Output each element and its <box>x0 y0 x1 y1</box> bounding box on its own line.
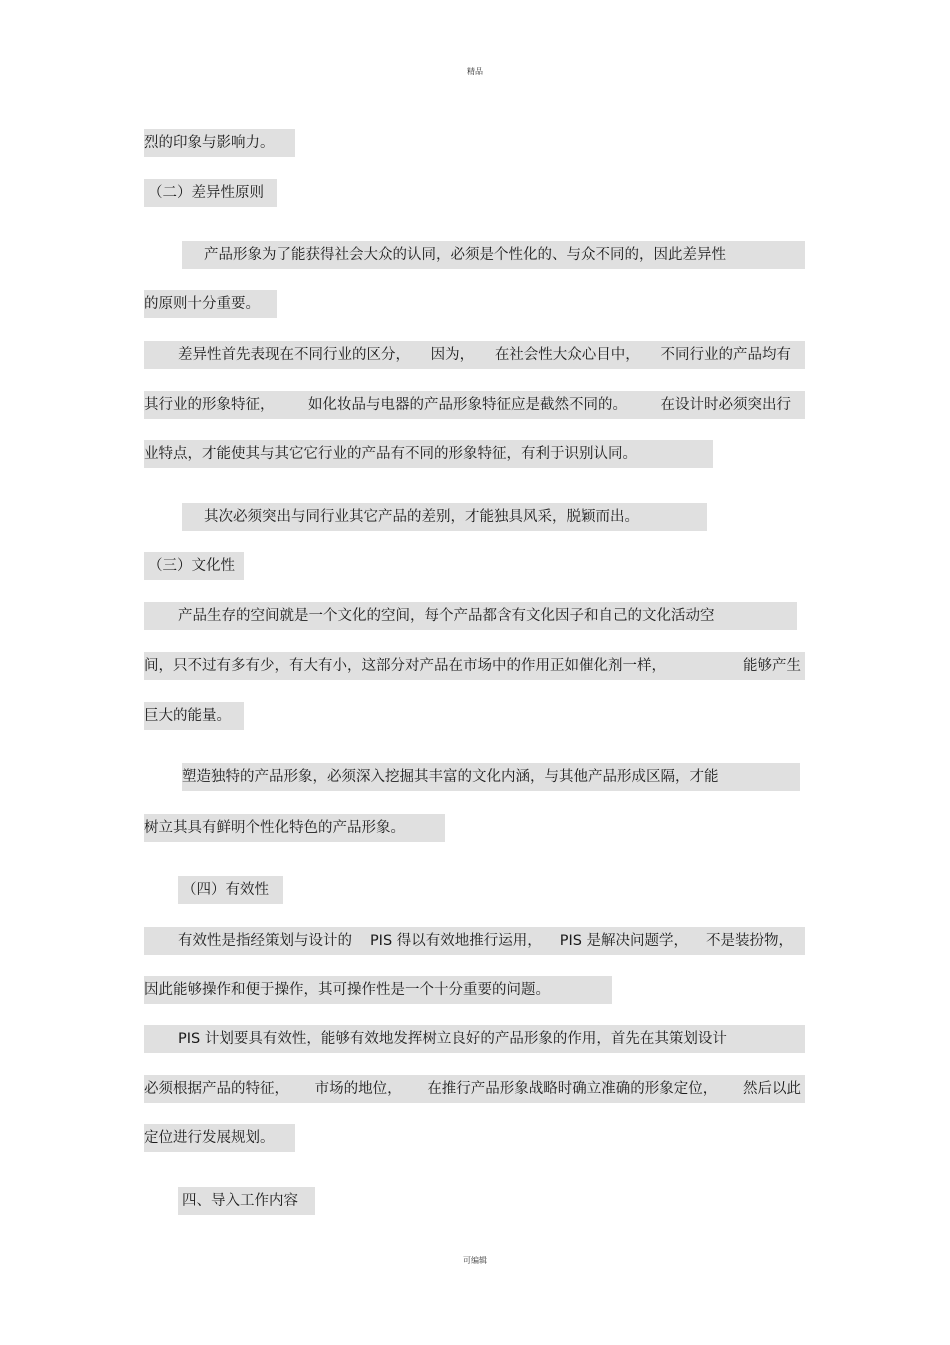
text-span: 在社会性大众心目中， <box>494 347 640 363</box>
text-line: 因此能够操作和便于操作，其可操作性是一个十分重要的问题。 <box>144 976 612 1004</box>
text-line: 树立其具有鲜明个性化特色的产品形象。 <box>144 814 445 842</box>
text-span: 能够产生 <box>743 658 801 674</box>
text-span: 有效性是指经策划与设计的 <box>178 933 352 949</box>
text-span: PIS 是解决问题学， <box>559 933 689 949</box>
highlight-bar <box>144 763 182 791</box>
text-span: 在推行产品形象战略时确立准确的形象定位， <box>427 1081 718 1097</box>
text-span: 因为， <box>430 347 475 363</box>
section-heading: 四、导入工作内容 <box>178 1187 315 1215</box>
page-footer: 可编辑 <box>463 1256 487 1265</box>
text-span: 间，只不过有多有少，有大有小，这部分对产品在市场中的作用正如催化剂一样， <box>144 658 666 674</box>
text-span: 不是装扮物， <box>706 933 793 949</box>
text-span: 市场的地位， <box>314 1081 402 1097</box>
text-span: 必须根据产品的特征， <box>144 1081 289 1097</box>
section-heading: （四）有效性 <box>178 876 283 904</box>
text-line <box>144 927 805 955</box>
text-span: 不同行业的产品均有 <box>660 347 791 363</box>
text-line: 产品生存的空间就是一个文化的空间，每个产品都含有文化因子和自己的文化活动空 <box>144 602 797 630</box>
page-header: 精品 <box>467 67 483 76</box>
text-span: 在设计时必须突出行 <box>660 397 791 413</box>
text-line: 的原则十分重要。 <box>144 290 277 318</box>
text-line <box>182 241 805 269</box>
text-line <box>144 391 805 419</box>
text-line: PIS 计划要具有效性，能够有效地发挥树立良好的产品形象的作用，首先在其策划设计 <box>144 1025 805 1053</box>
text-span: PIS 得以有效地推行运用， <box>369 933 542 949</box>
text-line <box>144 1075 805 1103</box>
text-line <box>144 652 805 680</box>
text-span: 其行业的形象特征， <box>144 397 275 413</box>
text-line: 塑造独特的产品形象，必须深入挖掘其丰富的文化内涵，与其他产品形成区隔，才能 <box>182 763 800 791</box>
text-line: 定位进行发展规划。 <box>144 1124 295 1152</box>
text-span: 然后以此 <box>742 1081 801 1097</box>
section-heading: （二）差异性原则 <box>144 179 277 207</box>
text-span: 产品形象为了能获得社会大众的认同，必须是个性化的、与众不同的，因此差异性 <box>204 247 726 263</box>
text-line: 烈的印象与影响力。 <box>144 129 295 157</box>
text-span: 差异性首先表现在不同行业的区分， <box>178 347 410 363</box>
text-span: 如化妆品与电器的产品形象特征应是截然不同的。 <box>308 397 627 413</box>
text-line: 巨大的能量。 <box>144 702 244 730</box>
text-span: 其次必须突出与同行业其它产品的差别，才能独具风采，脱颖而出。 <box>204 509 639 525</box>
text-line: 业特点，才能使其与其它它行业的产品有不同的形象特征，有利于识别认同。 <box>144 440 713 468</box>
text-line <box>144 341 805 369</box>
section-heading: （三）文化性 <box>144 552 244 580</box>
text-line <box>182 503 707 531</box>
